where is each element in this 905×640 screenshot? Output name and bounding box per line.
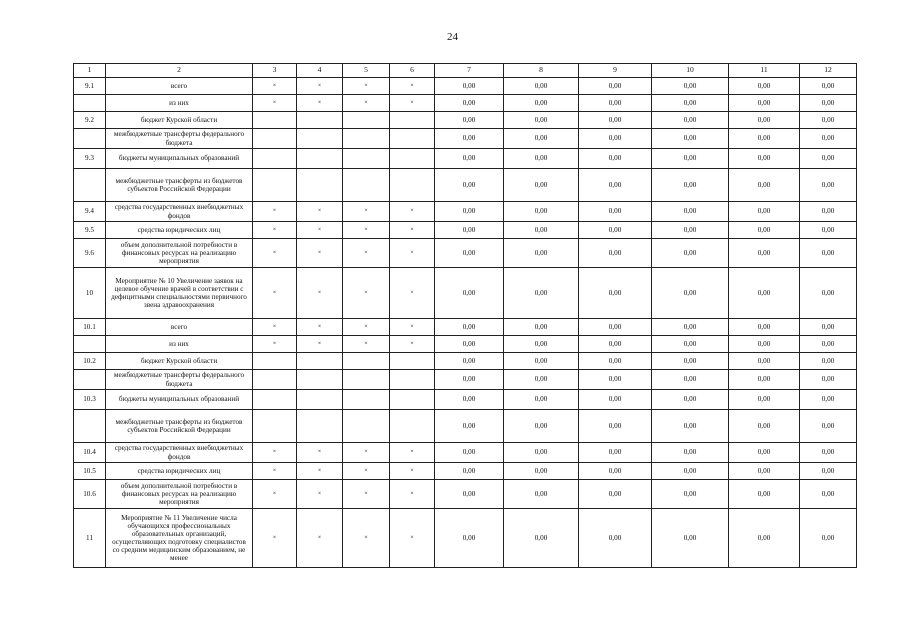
value-cell: 0,00 (652, 336, 729, 353)
value-cell: 0,00 (729, 480, 800, 509)
mark-cell: × (390, 268, 435, 319)
value-cell: 0,00 (729, 443, 800, 463)
table-row (74, 202, 857, 222)
value-cell: 0,00 (729, 370, 800, 390)
mark-cell (297, 112, 343, 129)
table-row (74, 336, 857, 353)
value-cell: 0,00 (579, 390, 652, 410)
value-cell: 0,00 (729, 129, 800, 149)
column-header: 8 (504, 64, 579, 78)
value-cell: 0,00 (729, 390, 800, 410)
row-number-cell: 9.1 (74, 78, 106, 95)
value-cell: 0,00 (435, 78, 504, 95)
column-header: 10 (652, 64, 729, 78)
value-cell: 0,00 (504, 336, 579, 353)
mark-cell: × (297, 443, 343, 463)
value-cell: 0,00 (435, 463, 504, 480)
value-cell: 0,00 (579, 222, 652, 239)
row-name-cell: из них (106, 95, 253, 112)
table-row (74, 463, 857, 480)
mark-cell (253, 169, 297, 202)
mark-cell (390, 390, 435, 410)
column-header: 4 (297, 64, 343, 78)
row-number-cell: 10.2 (74, 353, 106, 370)
row-name-cell: бюджет Курской области (106, 353, 253, 370)
value-cell: 0,00 (579, 129, 652, 149)
mark-cell (253, 390, 297, 410)
mark-cell (343, 129, 390, 149)
mark-cell (297, 370, 343, 390)
mark-cell: × (343, 336, 390, 353)
row-name-cell: средства юридических лиц (106, 463, 253, 480)
table-row (74, 149, 857, 169)
table-row (74, 390, 857, 410)
value-cell: 0,00 (435, 149, 504, 169)
value-cell: 0,00 (800, 463, 857, 480)
value-cell: 0,00 (800, 239, 857, 268)
value-cell: 0,00 (800, 202, 857, 222)
value-cell: 0,00 (652, 268, 729, 319)
mark-cell: × (297, 239, 343, 268)
table-row (74, 169, 857, 202)
table-row (74, 353, 857, 370)
mark-cell: × (297, 463, 343, 480)
value-cell: 0,00 (504, 239, 579, 268)
value-cell: 0,00 (579, 443, 652, 463)
value-cell: 0,00 (729, 239, 800, 268)
value-cell: 0,00 (504, 112, 579, 129)
value-cell: 0,00 (504, 390, 579, 410)
mark-cell: × (253, 78, 297, 95)
value-cell: 0,00 (579, 410, 652, 443)
mark-cell: × (390, 319, 435, 336)
row-name-cell: объем дополнительной потребности в финансовых ресурсах на реализацию мероприятия (106, 480, 253, 509)
mark-cell (253, 410, 297, 443)
mark-cell: × (390, 480, 435, 509)
column-header: 7 (435, 64, 504, 78)
row-name-cell: Мероприятие № 10 Увеличение заявок на целевое обучение врачей в соответствии с дефицитными специальностями первичного звена здравоохранения (106, 268, 253, 319)
row-number-cell: 10.5 (74, 463, 106, 480)
mark-cell: × (297, 268, 343, 319)
mark-cell (390, 112, 435, 129)
row-name-cell: межбюджетные трансферты из бюджетов субъектов Российской Федерации (106, 169, 253, 202)
value-cell: 0,00 (800, 410, 857, 443)
table-body (74, 64, 857, 568)
table-row (74, 319, 857, 336)
value-cell: 0,00 (729, 78, 800, 95)
value-cell: 0,00 (504, 410, 579, 443)
mark-cell: × (343, 480, 390, 509)
mark-cell: × (343, 222, 390, 239)
mark-cell: × (343, 268, 390, 319)
mark-cell (297, 149, 343, 169)
value-cell: 0,00 (504, 353, 579, 370)
value-cell: 0,00 (435, 480, 504, 509)
value-cell: 0,00 (800, 149, 857, 169)
mark-cell: × (343, 202, 390, 222)
row-name-cell: межбюджетные трансферты федерального бюджета (106, 129, 253, 149)
mark-cell: × (297, 95, 343, 112)
column-header: 2 (106, 64, 253, 78)
table-row (74, 78, 857, 95)
value-cell: 0,00 (652, 239, 729, 268)
value-cell: 0,00 (579, 268, 652, 319)
mark-cell: × (343, 319, 390, 336)
value-cell: 0,00 (800, 480, 857, 509)
mark-cell (343, 410, 390, 443)
mark-cell: × (253, 95, 297, 112)
row-name-cell: из них (106, 336, 253, 353)
mark-cell: × (343, 239, 390, 268)
mark-cell: × (253, 336, 297, 353)
value-cell: 0,00 (652, 480, 729, 509)
row-name-cell: Мероприятие № 11 Увеличение числа обучающихся профессиональных образовательных организаций, осуществляющих подготовку специалистов со средним медицинским образованием, не менее (106, 509, 253, 568)
value-cell: 0,00 (652, 353, 729, 370)
mark-cell (343, 353, 390, 370)
row-number-cell: 11 (74, 509, 106, 568)
column-header: 3 (253, 64, 297, 78)
value-cell: 0,00 (652, 149, 729, 169)
table-row (74, 480, 857, 509)
value-cell: 0,00 (729, 336, 800, 353)
row-name-cell: всего (106, 319, 253, 336)
table-header-row (74, 64, 857, 78)
mark-cell: × (343, 95, 390, 112)
value-cell: 0,00 (729, 463, 800, 480)
value-cell: 0,00 (729, 95, 800, 112)
row-number-cell: 10.3 (74, 390, 106, 410)
value-cell: 0,00 (504, 268, 579, 319)
value-cell: 0,00 (435, 319, 504, 336)
value-cell: 0,00 (579, 95, 652, 112)
mark-cell (343, 112, 390, 129)
value-cell: 0,00 (579, 370, 652, 390)
value-cell: 0,00 (800, 336, 857, 353)
column-header: 11 (729, 64, 800, 78)
value-cell: 0,00 (435, 222, 504, 239)
value-cell: 0,00 (435, 129, 504, 149)
value-cell: 0,00 (504, 78, 579, 95)
mark-cell: × (390, 222, 435, 239)
mark-cell: × (297, 509, 343, 568)
row-name-cell: средства юридических лиц (106, 222, 253, 239)
value-cell: 0,00 (579, 78, 652, 95)
mark-cell: × (390, 202, 435, 222)
value-cell: 0,00 (800, 78, 857, 95)
value-cell: 0,00 (504, 370, 579, 390)
row-name-cell: бюджет Курской области (106, 112, 253, 129)
mark-cell (343, 390, 390, 410)
value-cell: 0,00 (504, 319, 579, 336)
page-number: 24 (447, 31, 458, 43)
mark-cell (297, 390, 343, 410)
row-number-cell: 9.5 (74, 222, 106, 239)
row-number-cell: 10.6 (74, 480, 106, 509)
row-name-cell: межбюджетные трансферты из бюджетов субъектов Российской Федерации (106, 410, 253, 443)
column-header: 6 (390, 64, 435, 78)
value-cell: 0,00 (800, 169, 857, 202)
mark-cell (390, 169, 435, 202)
mark-cell (390, 129, 435, 149)
value-cell: 0,00 (800, 353, 857, 370)
row-number-cell: 9.2 (74, 112, 106, 129)
value-cell: 0,00 (652, 370, 729, 390)
value-cell: 0,00 (729, 169, 800, 202)
value-cell: 0,00 (729, 353, 800, 370)
mark-cell: × (390, 95, 435, 112)
mark-cell (297, 353, 343, 370)
row-number-cell: 10.1 (74, 319, 106, 336)
value-cell: 0,00 (652, 222, 729, 239)
value-cell: 0,00 (579, 480, 652, 509)
value-cell: 0,00 (579, 336, 652, 353)
mark-cell: × (253, 443, 297, 463)
value-cell: 0,00 (800, 222, 857, 239)
table-row (74, 268, 857, 319)
value-cell: 0,00 (504, 95, 579, 112)
row-number-cell (74, 410, 106, 443)
mark-cell: × (390, 443, 435, 463)
value-cell: 0,00 (729, 319, 800, 336)
row-number-cell (74, 95, 106, 112)
row-name-cell: бюджеты муниципальных образований (106, 149, 253, 169)
mark-cell (343, 149, 390, 169)
value-cell: 0,00 (579, 169, 652, 202)
value-cell: 0,00 (652, 169, 729, 202)
row-name-cell: межбюджетные трансферты федерального бюджета (106, 370, 253, 390)
value-cell: 0,00 (579, 509, 652, 568)
value-cell: 0,00 (504, 443, 579, 463)
value-cell: 0,00 (435, 370, 504, 390)
value-cell: 0,00 (435, 112, 504, 129)
row-name-cell: объем дополнительной потребности в финансовых ресурсах на реализацию мероприятия (106, 239, 253, 268)
table-row (74, 509, 857, 568)
table-row (74, 370, 857, 390)
mark-cell (253, 112, 297, 129)
mark-cell: × (297, 319, 343, 336)
value-cell: 0,00 (579, 112, 652, 129)
mark-cell: × (390, 463, 435, 480)
column-header: 1 (74, 64, 106, 78)
row-name-cell: средства государственных внебюджетных фондов (106, 202, 253, 222)
mark-cell (390, 353, 435, 370)
value-cell: 0,00 (435, 95, 504, 112)
value-cell: 0,00 (579, 202, 652, 222)
value-cell: 0,00 (652, 112, 729, 129)
row-number-cell: 10 (74, 268, 106, 319)
value-cell: 0,00 (579, 353, 652, 370)
mark-cell (297, 169, 343, 202)
value-cell: 0,00 (504, 480, 579, 509)
mark-cell: × (253, 463, 297, 480)
value-cell: 0,00 (504, 222, 579, 239)
value-cell: 0,00 (800, 129, 857, 149)
value-cell: 0,00 (652, 463, 729, 480)
row-number-cell (74, 370, 106, 390)
value-cell: 0,00 (652, 410, 729, 443)
mark-cell (253, 370, 297, 390)
mark-cell (390, 149, 435, 169)
value-cell: 0,00 (800, 112, 857, 129)
value-cell: 0,00 (504, 169, 579, 202)
value-cell: 0,00 (652, 390, 729, 410)
mark-cell: × (253, 268, 297, 319)
mark-cell (343, 169, 390, 202)
mark-cell (390, 370, 435, 390)
value-cell: 0,00 (652, 319, 729, 336)
row-number-cell: 10.4 (74, 443, 106, 463)
value-cell: 0,00 (504, 509, 579, 568)
mark-cell: × (253, 319, 297, 336)
mark-cell: × (253, 202, 297, 222)
row-number-cell (74, 129, 106, 149)
row-number-cell: 9.4 (74, 202, 106, 222)
value-cell: 0,00 (800, 268, 857, 319)
value-cell: 0,00 (800, 319, 857, 336)
mark-cell: × (343, 509, 390, 568)
value-cell: 0,00 (579, 319, 652, 336)
table-row (74, 129, 857, 149)
value-cell: 0,00 (435, 336, 504, 353)
mark-cell: × (390, 78, 435, 95)
mark-cell: × (390, 509, 435, 568)
table-row (74, 112, 857, 129)
value-cell: 0,00 (729, 149, 800, 169)
value-cell: 0,00 (652, 129, 729, 149)
mark-cell: × (297, 222, 343, 239)
value-cell: 0,00 (729, 202, 800, 222)
value-cell: 0,00 (504, 202, 579, 222)
row-number-cell: 9.3 (74, 149, 106, 169)
mark-cell: × (297, 78, 343, 95)
mark-cell (343, 370, 390, 390)
mark-cell (253, 353, 297, 370)
value-cell: 0,00 (435, 390, 504, 410)
row-number-cell (74, 336, 106, 353)
value-cell: 0,00 (504, 129, 579, 149)
value-cell: 0,00 (800, 509, 857, 568)
mark-cell: × (343, 443, 390, 463)
row-name-cell: средства государственных внебюджетных фондов (106, 443, 253, 463)
mark-cell: × (297, 336, 343, 353)
mark-cell (297, 410, 343, 443)
value-cell: 0,00 (435, 239, 504, 268)
value-cell: 0,00 (729, 112, 800, 129)
value-cell: 0,00 (652, 202, 729, 222)
mark-cell: × (253, 239, 297, 268)
mark-cell: × (343, 78, 390, 95)
row-name-cell: бюджеты муниципальных образований (106, 390, 253, 410)
table-row (74, 95, 857, 112)
mark-cell: × (253, 222, 297, 239)
table-row (74, 222, 857, 239)
mark-cell: × (343, 463, 390, 480)
value-cell: 0,00 (435, 509, 504, 568)
value-cell: 0,00 (579, 239, 652, 268)
value-cell: 0,00 (729, 268, 800, 319)
row-number-cell (74, 169, 106, 202)
value-cell: 0,00 (729, 222, 800, 239)
mark-cell: × (253, 480, 297, 509)
mark-cell: × (297, 202, 343, 222)
mark-cell: × (253, 509, 297, 568)
row-number-cell: 9.6 (74, 239, 106, 268)
column-header: 12 (800, 64, 857, 78)
value-cell: 0,00 (579, 149, 652, 169)
mark-cell: × (297, 480, 343, 509)
value-cell: 0,00 (579, 463, 652, 480)
value-cell: 0,00 (729, 509, 800, 568)
value-cell: 0,00 (435, 443, 504, 463)
column-header: 5 (343, 64, 390, 78)
mark-cell (253, 149, 297, 169)
budget-table (73, 63, 857, 568)
value-cell: 0,00 (435, 353, 504, 370)
mark-cell (297, 129, 343, 149)
table-row (74, 410, 857, 443)
table-row (74, 443, 857, 463)
value-cell: 0,00 (800, 390, 857, 410)
value-cell: 0,00 (652, 509, 729, 568)
value-cell: 0,00 (504, 149, 579, 169)
mark-cell (253, 129, 297, 149)
table-row (74, 239, 857, 268)
value-cell: 0,00 (504, 463, 579, 480)
value-cell: 0,00 (652, 78, 729, 95)
column-header: 9 (579, 64, 652, 78)
mark-cell (390, 410, 435, 443)
value-cell: 0,00 (435, 268, 504, 319)
mark-cell: × (390, 336, 435, 353)
mark-cell: × (390, 239, 435, 268)
value-cell: 0,00 (435, 410, 504, 443)
row-name-cell: всего (106, 78, 253, 95)
value-cell: 0,00 (435, 202, 504, 222)
value-cell: 0,00 (435, 169, 504, 202)
value-cell: 0,00 (800, 370, 857, 390)
value-cell: 0,00 (652, 95, 729, 112)
value-cell: 0,00 (800, 443, 857, 463)
value-cell: 0,00 (652, 443, 729, 463)
value-cell: 0,00 (729, 410, 800, 443)
value-cell: 0,00 (800, 95, 857, 112)
